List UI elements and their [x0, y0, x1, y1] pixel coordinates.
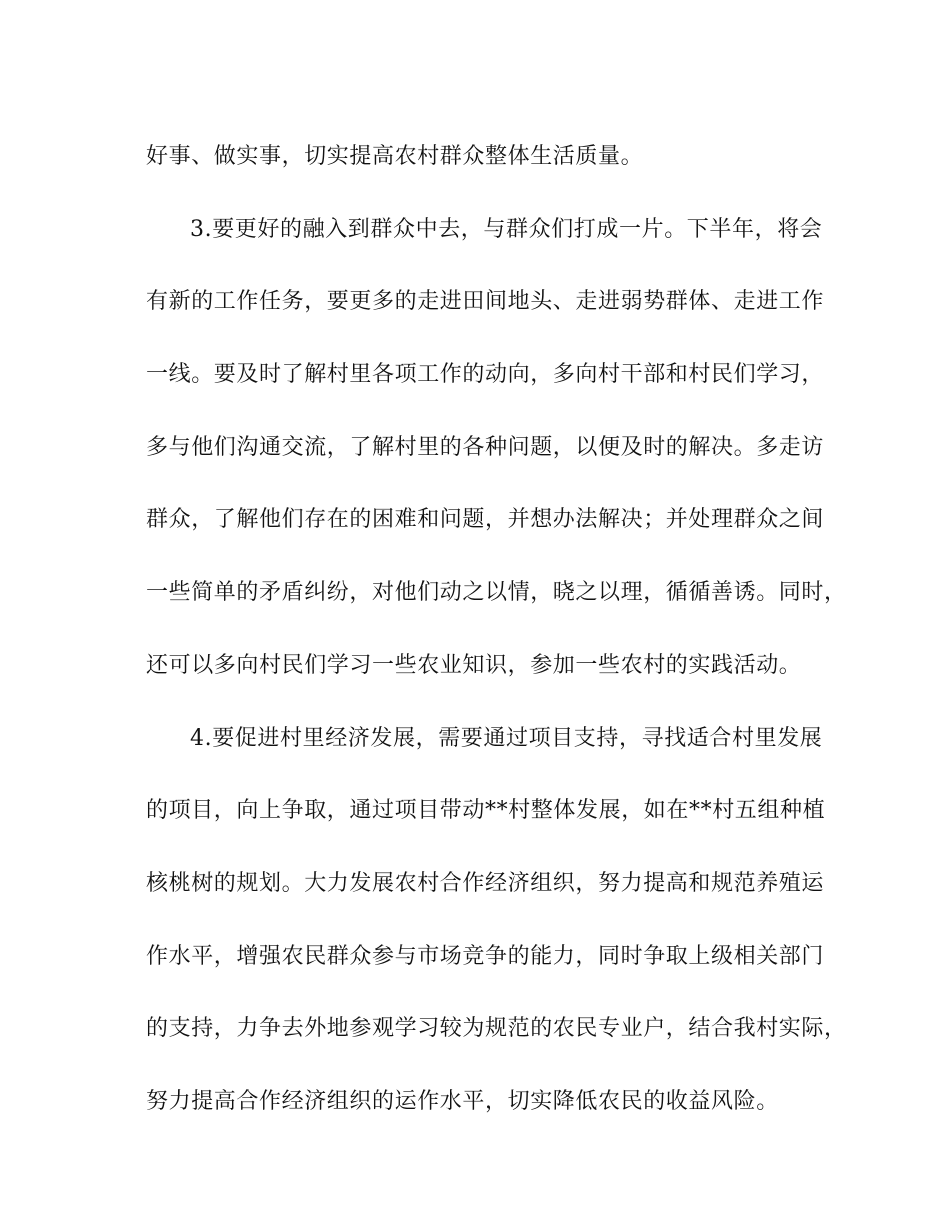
body-text	[146, 121, 847, 1139]
paragraph-line: 作水平，增强农民群众参与市场竞争的能力，同时争取上级相关部门	[146, 943, 825, 969]
paragraph-line: 有新的工作任务，要更多的走进田间地头、走进弱势群体、走进工作	[146, 289, 825, 315]
paragraph-line: 努力提高合作经济组织的运作水平，切实降低农民的收益风险。	[146, 1088, 779, 1114]
paragraph-line: 还可以多向村民们学习一些农业知识，参加一些农村的实践活动。	[146, 652, 802, 678]
paragraph-line: 3.要更好的融入到群众中去，与群众们打成一片。下半年，将会	[190, 216, 823, 242]
paragraph-line: 核桃树的规划。大力发展农村合作经济组织，努力提高和规范养殖运	[146, 870, 825, 896]
paragraph-line: 一些简单的矛盾纠纷，对他们动之以情，晓之以理，循循善诱。同时，	[146, 580, 847, 606]
paragraph-line: 的项目，向上争取，通过项目带动**村整体发展，如在**村五组种植	[146, 798, 826, 824]
paragraph-line: 一线。要及时了解村里各项工作的动向，多向村干部和村民们学习，	[146, 362, 825, 388]
paragraph-line: 好事、做实事，切实提高农村群众整体生活质量。	[146, 144, 644, 169]
paragraph-line: 多与他们沟通交流，了解村里的各种问题，以便及时的解决。多走访	[146, 434, 825, 460]
paragraph-line: 4.要促进村里经济发展，需要通过项目支持，寻找适合村里发展	[190, 725, 823, 751]
paragraph-line: 的支持，力争去外地参观学习较为规范的农民专业户，结合我村实际，	[146, 1016, 847, 1042]
paragraph-line: 群众，了解他们存在的困难和问题，并想办法解决；并处理群众之间	[146, 507, 825, 533]
